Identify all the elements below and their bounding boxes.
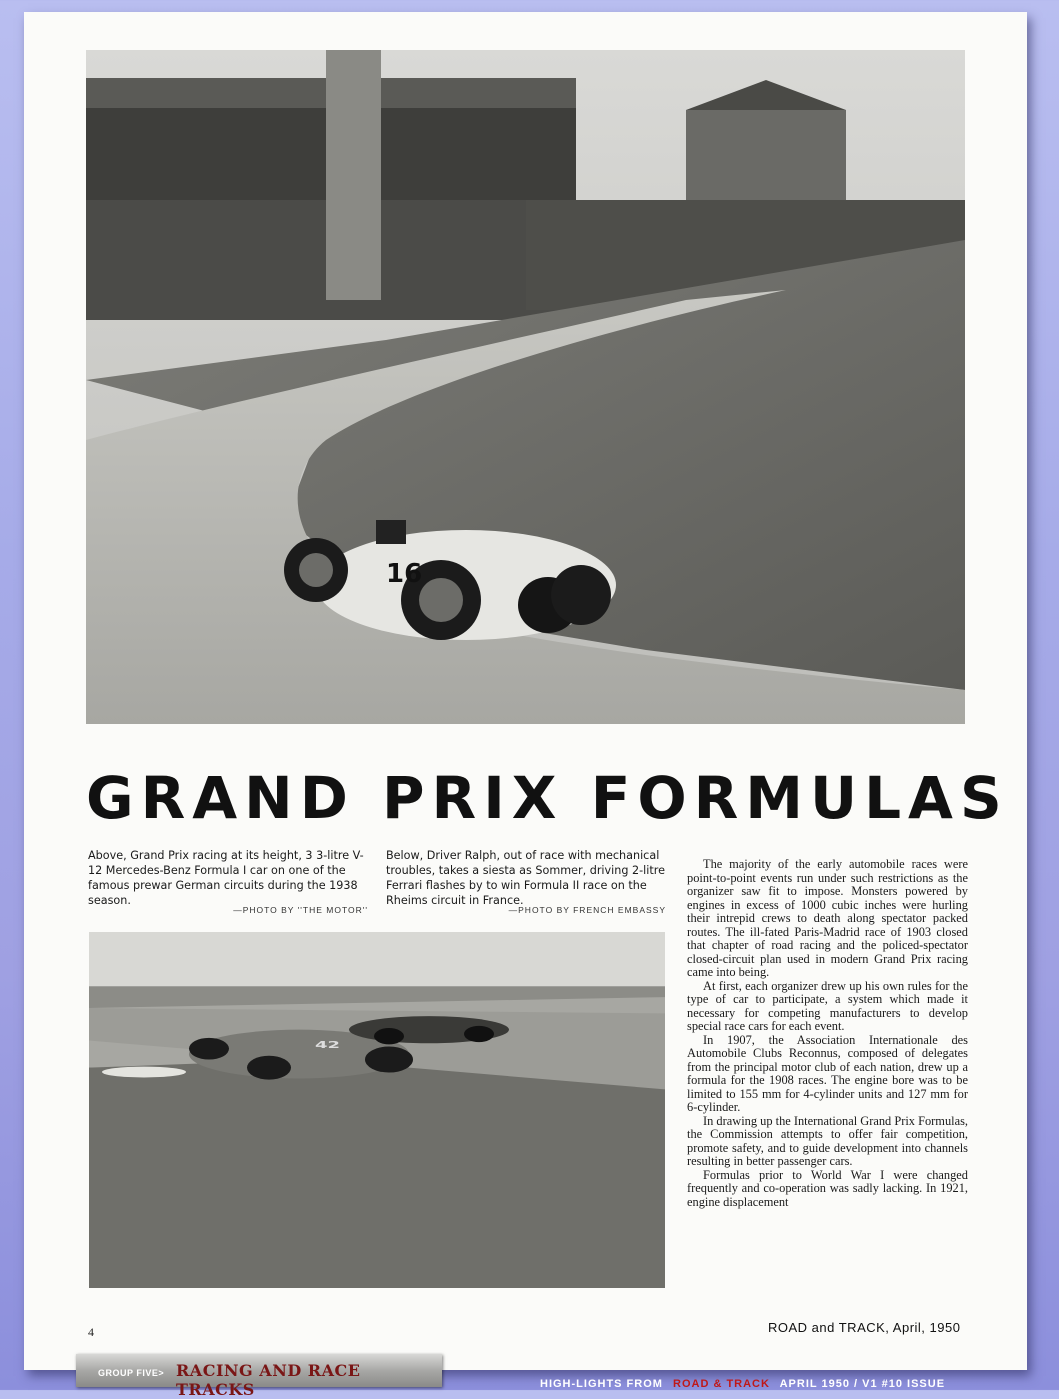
article-paragraph: In 1907, the Association Internationale des Automobile Clubs Reconnus, composed of delegates from the principal motor club of each nation, drew up a formula for the 1908 races. The engine bore was to be limited to 155 mm for 4-cylinder units and 127 mm for 6-cylinder. xyxy=(687,1032,968,1114)
car-number-42: 42 xyxy=(315,1040,341,1051)
page-number: 4 xyxy=(88,1325,94,1339)
magazine-page xyxy=(24,12,1027,1370)
highlights-magazine: ROAD & TRACK xyxy=(673,1378,770,1390)
article-paragraph: Formulas prior to World War I were changed frequently and co-operation was sadly lacking. In 1921, engine displacement xyxy=(687,1167,968,1209)
section-tab[interactable] xyxy=(76,1354,442,1399)
car-number-16: 16 xyxy=(386,559,423,589)
caption-below-credit: —PHOTO BY FRENCH EMBASSY xyxy=(508,905,666,915)
headline: GRAND PRIX FORMULAS xyxy=(86,764,1009,832)
caption-below: Below, Driver Ralph, out of race with mechanical troubles, takes a siesta as Sommer, driving 2-litre Ferrari flashes by to win Formula II race on the Rheims circuit in France. xyxy=(386,849,666,907)
group-label: GROUP FIVE> xyxy=(98,1368,165,1378)
highlights-issue: APRIL 1950 / V1 #10 ISSUE xyxy=(779,1378,946,1390)
section-label: RACING AND RACE TRACKS xyxy=(176,1361,361,1399)
highlights-bar xyxy=(540,1378,945,1390)
article-paragraph: At first, each organizer drew up his own rules for the type of car to participate, a system which made it necessary for competing manufacturers to develop special race cars for each event. xyxy=(687,978,968,1033)
article-paragraph: The majority of the early automobile races were point-to-point events run under such restrictions as the organizer saw fit to impose. Monsters powered by engines in excess of 1000 cubic inches were hurling their intrepid crews to death along spectator packed routes. The ill-fated Paris-Madrid race of 1903 closed that chapter of road racing and the policed-spectator closed-circuit plan used in modern Grand Prix racing came into being. xyxy=(687,857,968,979)
bottom-race-photo xyxy=(89,932,665,1288)
highlights-prefix: HIGH-LIGHTS FROM xyxy=(540,1378,663,1390)
magazine-footer: ROAD and TRACK, April, 1950 xyxy=(768,1320,961,1335)
caption-above: Above, Grand Prix racing at its height, 3 3-litre V-12 Mercedes-Benz Formula I car on one of the famous prewar German circuits during the 1938 season. xyxy=(88,849,364,907)
top-race-photo xyxy=(86,50,965,724)
article-body xyxy=(687,858,968,1209)
article-paragraph: In drawing up the International Grand Prix Formulas, the Commission attempts to offer fair competition, promote safety, and to guide development into channels resulting in better passenger cars. xyxy=(687,1113,968,1168)
caption-above-credit: —PHOTO BY ''THE MOTOR'' xyxy=(233,905,368,915)
